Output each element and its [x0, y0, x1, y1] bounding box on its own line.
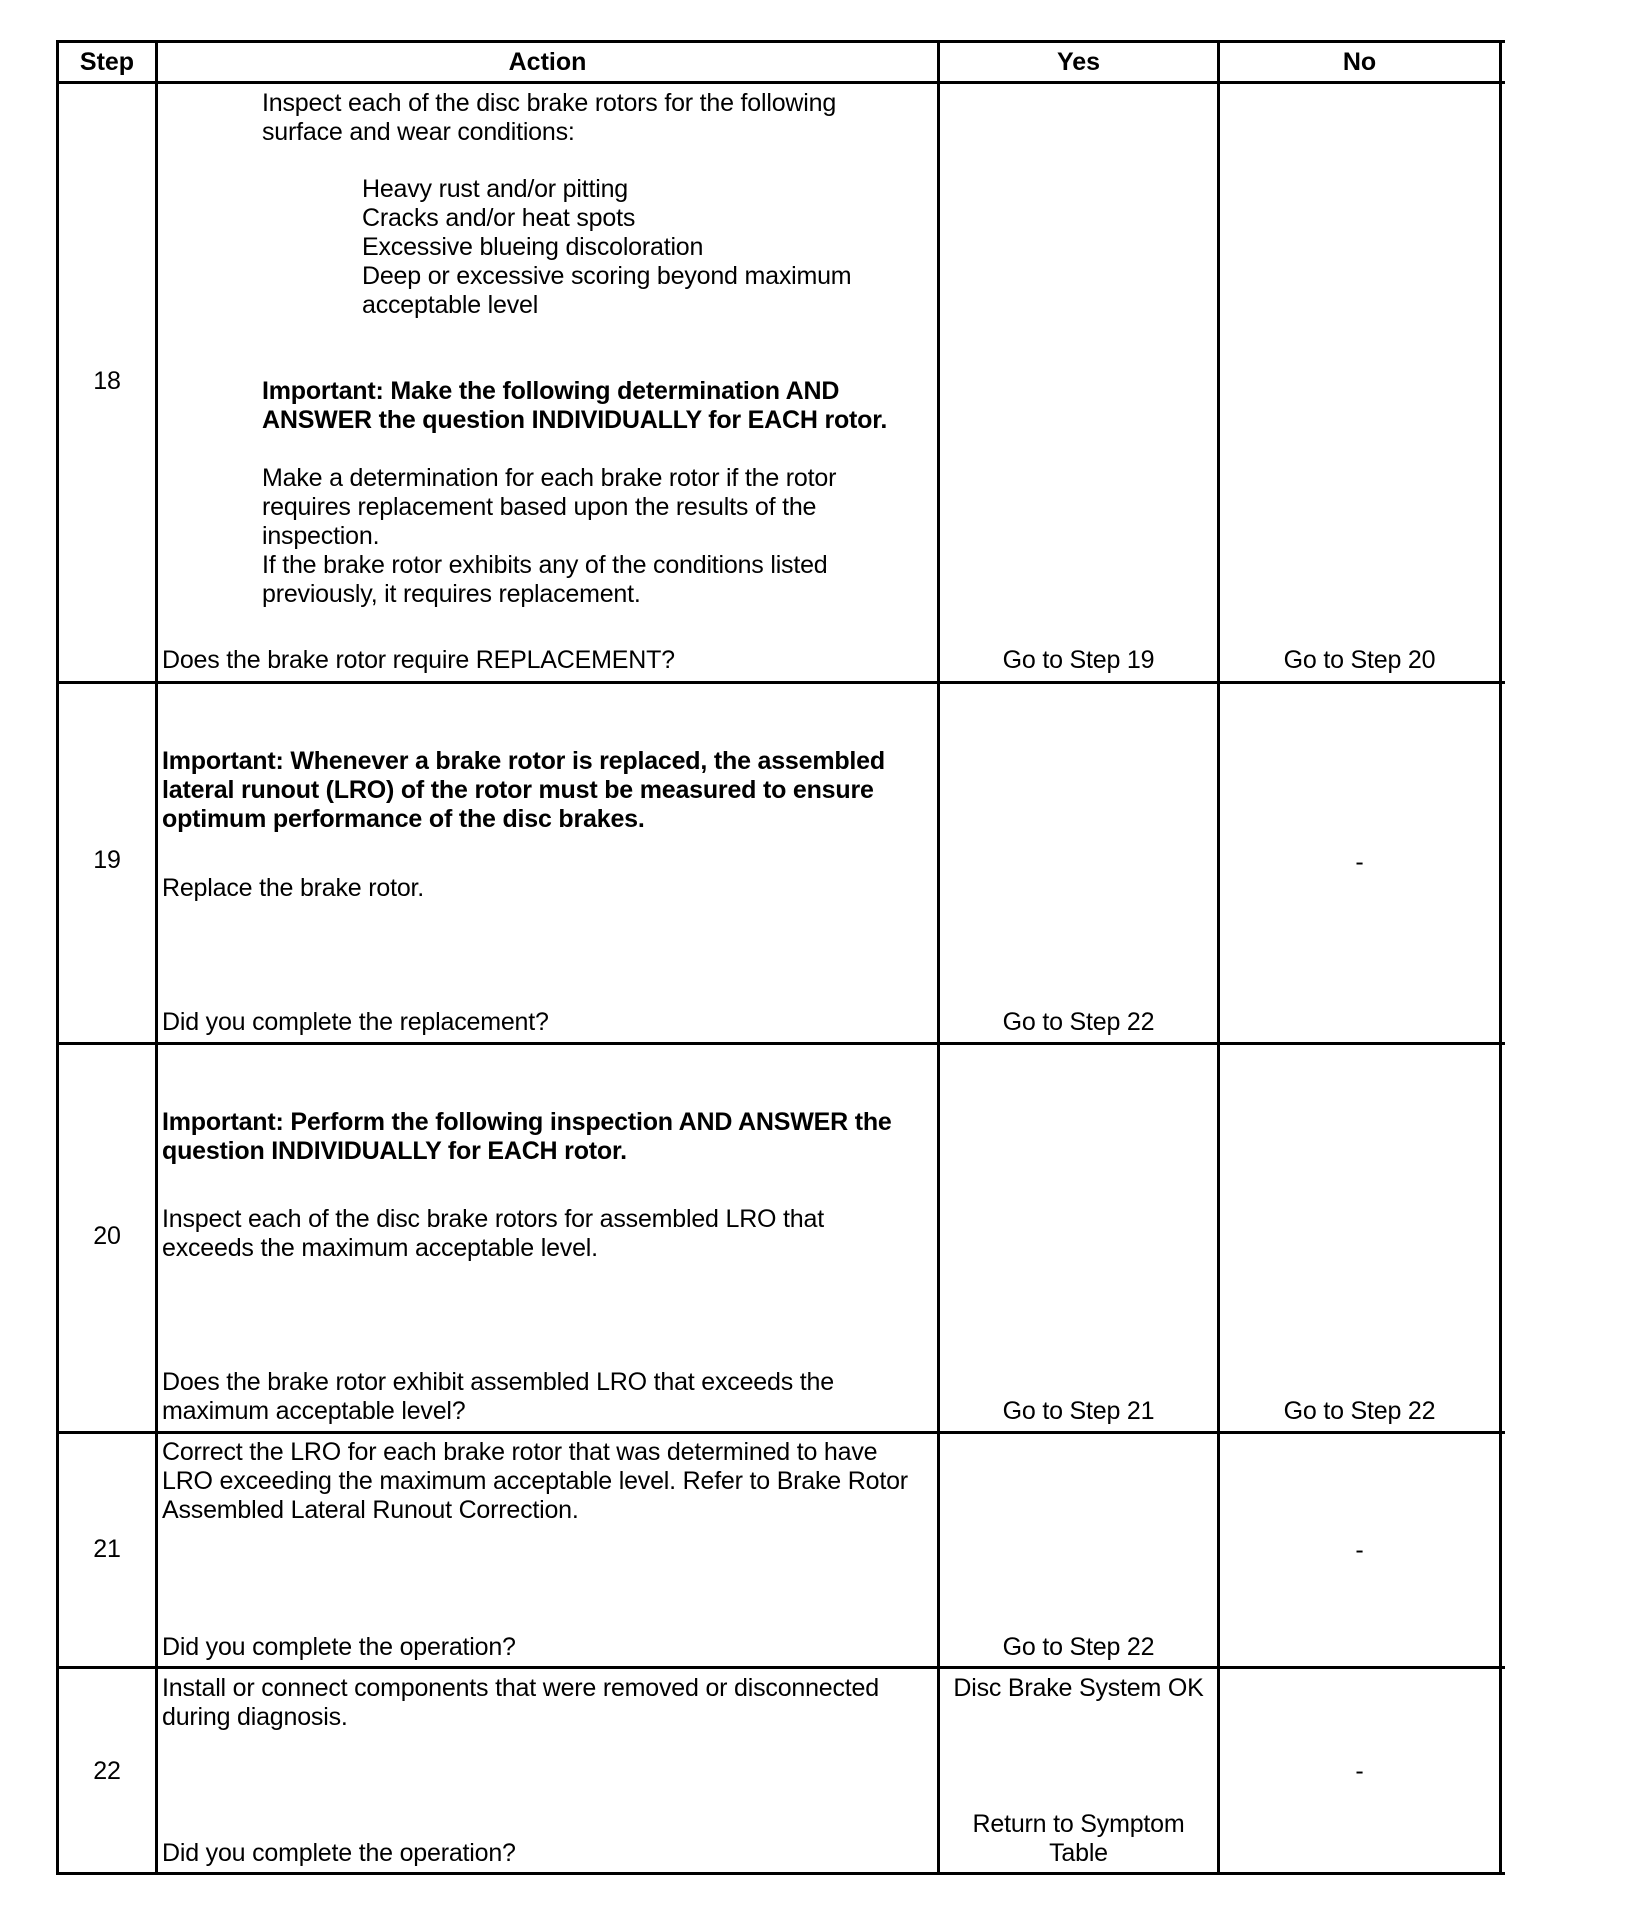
action-intro-line: surface and wear conditions: — [262, 118, 575, 146]
action-question-line: maximum acceptable level? — [162, 1397, 466, 1425]
row-divider-19-20 — [56, 1042, 1505, 1045]
yes-result: Go to Step 21 — [1002, 1397, 1155, 1425]
action-instruction-line: Inspect each of the disc brake rotors for assembled LRO that — [162, 1205, 824, 1233]
action-instruction-line: during diagnosis. — [162, 1703, 348, 1731]
action-question: Did you complete the replacement? — [162, 1008, 549, 1036]
action-intro-line: Inspect each of the disc brake rotors for the following — [262, 89, 837, 117]
no-result: - — [1355, 1757, 1364, 1785]
row-divider-20-21 — [56, 1431, 1505, 1434]
yes-result-return: Return to Symptom — [972, 1810, 1185, 1838]
column-divider-step-action — [155, 40, 158, 1875]
header-step: Step — [79, 48, 135, 76]
condition-item: Heavy rust and/or pitting — [362, 175, 628, 203]
yes-result: Go to Step 22 — [1002, 1008, 1155, 1036]
table-border-bottom — [56, 1872, 1505, 1875]
table-border-top — [56, 40, 1505, 43]
row-divider-21-22 — [56, 1666, 1505, 1669]
important-note-line: question INDIVIDUALLY for EACH rotor. — [162, 1137, 627, 1165]
step-number: 18 — [93, 367, 121, 395]
column-divider-action-yes — [937, 40, 940, 1875]
action-question-line: Does the brake rotor exhibit assembled LRO that exceeds the — [162, 1368, 834, 1396]
action-detail-line: Make a determination for each brake rotor if the rotor — [262, 464, 837, 492]
action-question: Did you complete the operation? — [162, 1633, 516, 1661]
action-detail-line: If the brake rotor exhibits any of the conditions listed — [262, 551, 828, 579]
important-note-line: lateral runout (LRO) of the rotor must be measured to ensure — [162, 776, 874, 804]
header-no: No — [1342, 48, 1377, 76]
condition-item: Deep or excessive scoring beyond maximum — [362, 262, 852, 290]
yes-result: Go to Step 19 — [1002, 646, 1155, 674]
header-yes: Yes — [1056, 48, 1101, 76]
table-border-left — [56, 40, 59, 1875]
condition-item: acceptable level — [362, 291, 539, 319]
step-number: 19 — [93, 846, 121, 874]
header-action: Action — [508, 48, 587, 76]
yes-result-return: Table — [1049, 1839, 1108, 1867]
important-note-line: Important: Whenever a brake rotor is replaced, the assembled — [162, 747, 885, 775]
yes-result: Go to Step 22 — [1002, 1633, 1155, 1661]
no-result: - — [1355, 848, 1364, 876]
no-result: - — [1355, 1536, 1364, 1564]
step-number: 21 — [93, 1535, 121, 1563]
action-instruction-line: exceeds the maximum acceptable level. — [162, 1234, 598, 1262]
no-result: Go to Step 22 — [1283, 1397, 1436, 1425]
action-instruction-line: LRO exceeding the maximum acceptable level. Refer to Brake Rotor — [162, 1467, 908, 1495]
condition-item: Excessive blueing discoloration — [362, 233, 704, 261]
action-detail-line: requires replacement based upon the results of the — [262, 493, 817, 521]
important-note-line: optimum performance of the disc brakes. — [162, 805, 645, 833]
action-detail-line: inspection. — [262, 522, 380, 550]
step-number: 22 — [93, 1757, 121, 1785]
column-divider-yes-no — [1217, 40, 1220, 1875]
action-instruction-line: Assembled Lateral Runout Correction. — [162, 1496, 579, 1524]
important-note-line: ANSWER the question INDIVIDUALLY for EACH rotor. — [262, 406, 888, 434]
action-instruction-line: Install or connect components that were removed or disconnected — [162, 1674, 879, 1702]
yes-result-ok: Disc Brake System OK — [953, 1674, 1204, 1702]
action-question: Did you complete the operation? — [162, 1839, 516, 1867]
step-number: 20 — [93, 1222, 121, 1250]
action-instruction: Replace the brake rotor. — [162, 874, 425, 902]
no-result: Go to Step 20 — [1283, 646, 1436, 674]
action-instruction-line: Correct the LRO for each brake rotor that was determined to have — [162, 1438, 878, 1466]
header-divider — [56, 81, 1505, 84]
action-detail-line: previously, it requires replacement. — [262, 580, 641, 608]
table-border-right — [1499, 40, 1502, 1875]
action-question: Does the brake rotor require REPLACEMENT? — [162, 646, 675, 674]
row-divider-18-19 — [56, 681, 1505, 684]
condition-item: Cracks and/or heat spots — [362, 204, 636, 232]
important-note-line: Important: Perform the following inspection AND ANSWER the — [162, 1108, 892, 1136]
important-note-line: Important: Make the following determination AND — [262, 377, 840, 405]
